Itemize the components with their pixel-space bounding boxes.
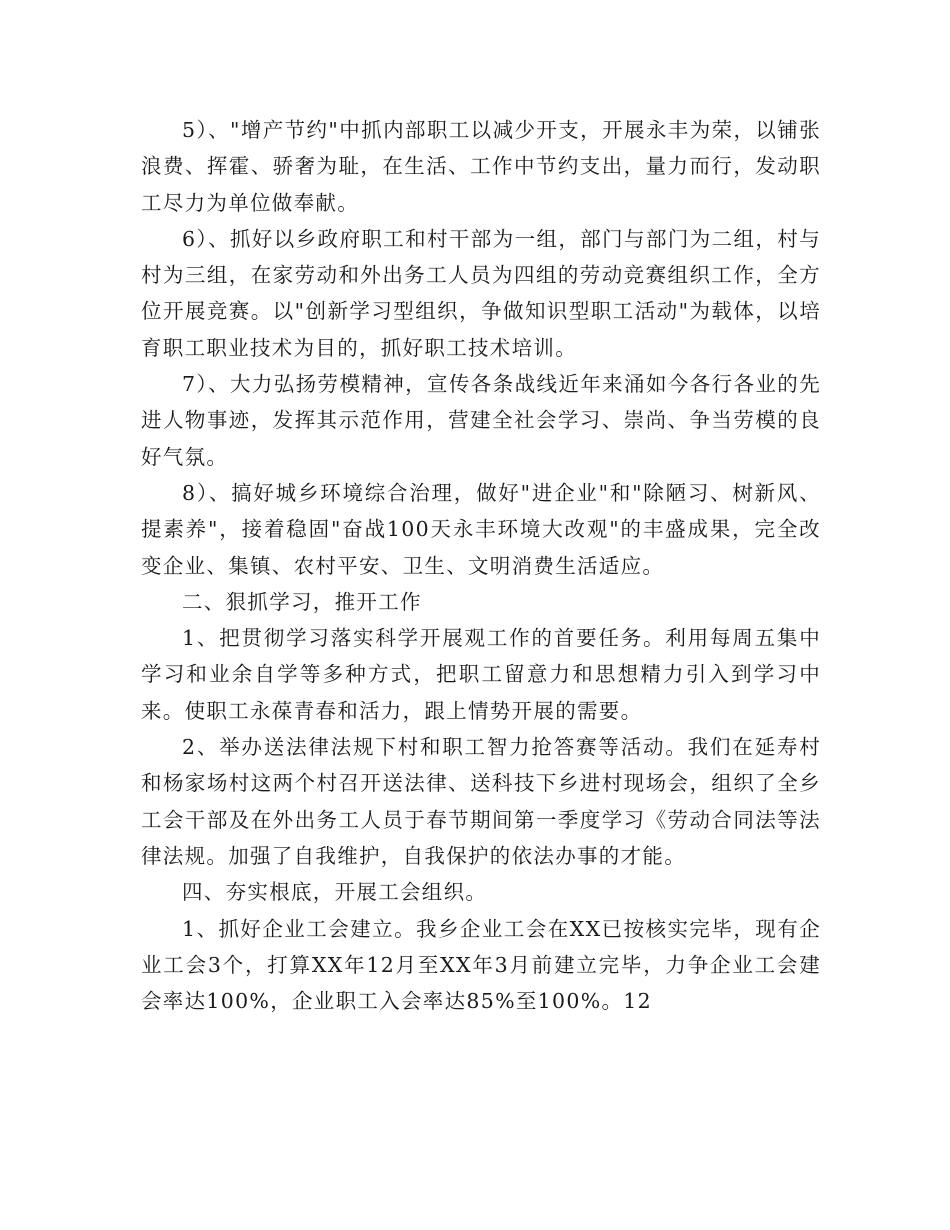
paragraph-item-8: 8）、搞好城乡环境综合治理，做好"进企业"和"除陋习、树新风、提素养"，接着稳固"奋战100天永丰环境大改观"的丰盛成果，完全改变企业、集镇、农村平安、卫生、文明消费生活适应。 [141, 480, 821, 578]
paragraph-study-1: 1、把贯彻学习落实科学开展观工作的首要任务。利用每周五集中学习和业余自学等多种方式，把职工留意力和思想精力引入到学习中来。使职工永葆青春和活力，跟上情势开展的需要。 [141, 626, 821, 723]
paragraph-item-7: 7）、大力弘扬劳模精神，宣传各条战线近年来涌如今各行各业的先进人物事迹，发挥其示范作用，营建全社会学习、崇尚、争当劳模的良好气氛。 [141, 372, 821, 469]
paragraph-item-5: 5）、"增产节约"中抓内部职工以减少开支，开展永丰为荣，以铺张浪费、挥霍、骄奢为耻，在生活、工作中节约支出，量力而行，发动职工尽力为单位做奉献。 [141, 118, 821, 215]
paragraph-item-6: 6）、抓好以乡政府职工和村干部为一组，部门与部门为二组，村与村为三组，在家劳动和外出务工人员为四组的劳动竞赛组织工作，全方位开展竞赛。以"创新学习型组织，争做知识型职工活动"为载体，以培育职工职业技术为目的，抓好职工技术培训。 [141, 226, 821, 360]
section-heading-study: 二、狠抓学习，推开工作 [182, 589, 422, 614]
paragraph-study-2: 2、举办送法律法规下村和职工智力抢答赛等活动。我们在延寿村和杨家场村这两个村召开送法律、送科技下乡进村现场会，组织了全乡工会干部及在外出务工人员于春节期间第一季度学习《劳动合同法等法律法规。加强了自我维护，自我保护的依法办事的才能。 [141, 735, 821, 868]
section-heading-organization: 四、夯实根底，开展工会组织。 [182, 880, 488, 905]
paragraph-organization-1: 1、抓好企业工会建立。我乡企业工会在XX已按核实完毕，现有企业工会3个，打算XX年12月至XX年3月前建立完毕，力争企业工会建会率达100%，企业职工入会率达85%至100%。12 [141, 916, 821, 1014]
document-body [141, 112, 821, 1019]
